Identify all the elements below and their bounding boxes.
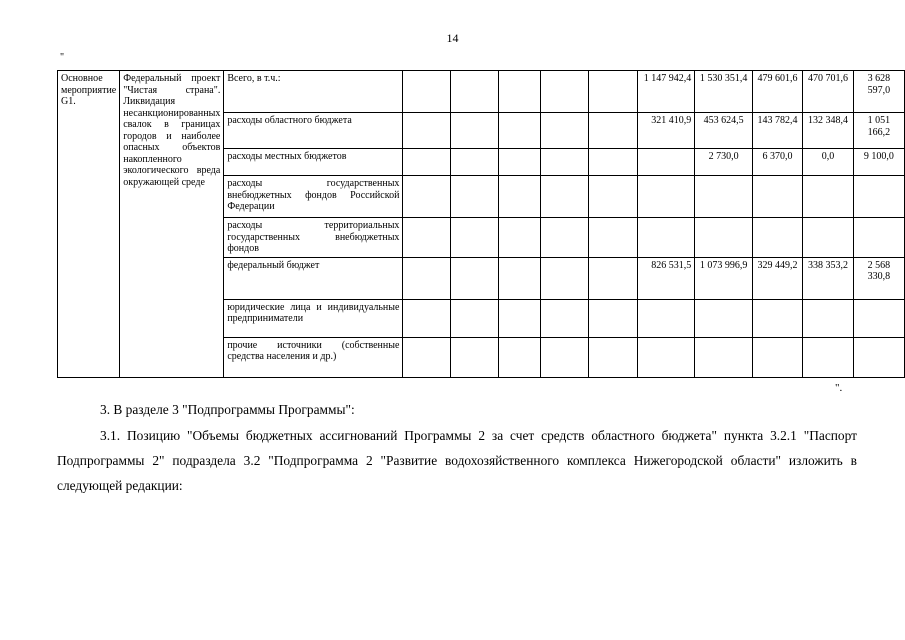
empty-year-cell (499, 71, 541, 113)
amount-cell (803, 337, 853, 377)
amount-cell: 132 348,4 (803, 113, 853, 149)
amount-cell: 143 782,4 (752, 113, 802, 149)
empty-year-cell (541, 337, 589, 377)
amount-cell (752, 218, 802, 258)
funding-source-label: расходы территориальных государственных внебюджетных фондов (224, 218, 403, 258)
amount-cell (803, 176, 853, 218)
empty-year-cell (403, 149, 451, 176)
event-cell: Основное мероприятие G1. (58, 71, 120, 378)
project-cell: Федеральный проект "Чистая страна". Ликвидация несанкционированных свалок в границах городов и наиболее опасных объектов накопленного экологического вреда окружающей среде (120, 71, 224, 378)
funding-source-label: расходы областного бюджета (224, 113, 403, 149)
page-number: 14 (446, 31, 459, 45)
funding-source-label: расходы государственных внебюджетных фондов Российской Федерации (224, 176, 403, 218)
amount-cell (803, 218, 853, 258)
empty-year-cell (588, 149, 637, 176)
empty-year-cell (588, 218, 637, 258)
empty-year-cell (541, 299, 589, 337)
empty-year-cell (541, 71, 589, 113)
empty-year-cell (499, 337, 541, 377)
empty-year-cell (451, 71, 499, 113)
empty-year-cell (451, 299, 499, 337)
empty-year-cell (451, 337, 499, 377)
empty-year-cell (403, 218, 451, 258)
amount-cell: 2 730,0 (695, 149, 753, 176)
funding-source-label: расходы местных бюджетов (224, 149, 403, 176)
amount-cell: 329 449,2 (752, 257, 802, 299)
empty-year-cell (451, 218, 499, 258)
empty-year-cell (403, 257, 451, 299)
empty-year-cell (499, 113, 541, 149)
amount-cell: 1 073 996,9 (695, 257, 753, 299)
empty-year-cell (499, 218, 541, 258)
empty-year-cell (451, 176, 499, 218)
empty-year-cell (451, 149, 499, 176)
empty-year-cell (499, 299, 541, 337)
amount-cell: 0,0 (803, 149, 853, 176)
amount-cell: 479 601,6 (752, 71, 802, 113)
amount-cell (695, 299, 753, 337)
amount-cell: 1 051 166,2 (853, 113, 904, 149)
empty-year-cell (541, 149, 589, 176)
table-row (58, 71, 905, 113)
amount-cell: 338 353,2 (803, 257, 853, 299)
amount-cell (695, 176, 753, 218)
amount-cell: 1 530 351,4 (695, 71, 753, 113)
amount-cell: 9 100,0 (853, 149, 904, 176)
amount-cell: 453 624,5 (695, 113, 753, 149)
amount-cell: 1 147 942,4 (637, 71, 695, 113)
amount-cell (637, 176, 695, 218)
empty-year-cell (499, 257, 541, 299)
paragraph-section-3: 3. В разделе 3 "Подпрограммы Программы": (100, 402, 355, 417)
empty-year-cell (588, 176, 637, 218)
amount-cell (637, 218, 695, 258)
empty-year-cell (451, 113, 499, 149)
amount-cell (695, 218, 753, 258)
empty-year-cell (541, 176, 589, 218)
amount-cell (752, 176, 802, 218)
empty-year-cell (403, 113, 451, 149)
amount-cell: 2 568 330,8 (853, 257, 904, 299)
amount-cell: 3 628 597,0 (853, 71, 904, 113)
empty-year-cell (541, 257, 589, 299)
funding-source-label: Всего, в т.ч.: (224, 71, 403, 113)
budget-table (57, 70, 905, 378)
amount-cell (637, 337, 695, 377)
empty-year-cell (588, 113, 637, 149)
empty-year-cell (403, 71, 451, 113)
amount-cell (853, 337, 904, 377)
empty-year-cell (403, 337, 451, 377)
amount-cell (803, 299, 853, 337)
amount-cell: 6 370,0 (752, 149, 802, 176)
amount-cell (853, 218, 904, 258)
amount-cell (853, 176, 904, 218)
amount-cell: 470 701,6 (803, 71, 853, 113)
amount-cell (853, 299, 904, 337)
opening-quote: " (60, 52, 65, 63)
amount-cell (752, 337, 802, 377)
empty-year-cell (499, 149, 541, 176)
amount-cell (637, 149, 695, 176)
amount-cell: 826 531,5 (637, 257, 695, 299)
empty-year-cell (588, 337, 637, 377)
amount-cell (695, 337, 753, 377)
paragraph-item-3-1: 3.1. Позицию "Объемы бюджетных ассигнований Программы 2 за счет средств областного бюджета" пункта 3.2.1 "Паспорт Подпрограммы 2" подраздела 3.2 "Подпрограмма 2 "Развитие водохозяйственного комплекса Нижегородской области" изложить в следующей редакции: (57, 428, 857, 493)
empty-year-cell (451, 257, 499, 299)
empty-year-cell (403, 176, 451, 218)
empty-year-cell (403, 299, 451, 337)
empty-year-cell (588, 257, 637, 299)
empty-year-cell (588, 299, 637, 337)
amount-cell (637, 299, 695, 337)
funding-source-label: юридические лица и индивидуальные предприниматели (224, 299, 403, 337)
amount-cell (752, 299, 802, 337)
empty-year-cell (588, 71, 637, 113)
funding-source-label: федеральный бюджет (224, 257, 403, 299)
funding-source-label: прочие источники (собственные средства населения и др.) (224, 337, 403, 377)
amount-cell: 321 410,9 (637, 113, 695, 149)
empty-year-cell (499, 176, 541, 218)
empty-year-cell (541, 218, 589, 258)
closing-quote: ". (835, 382, 843, 394)
empty-year-cell (541, 113, 589, 149)
